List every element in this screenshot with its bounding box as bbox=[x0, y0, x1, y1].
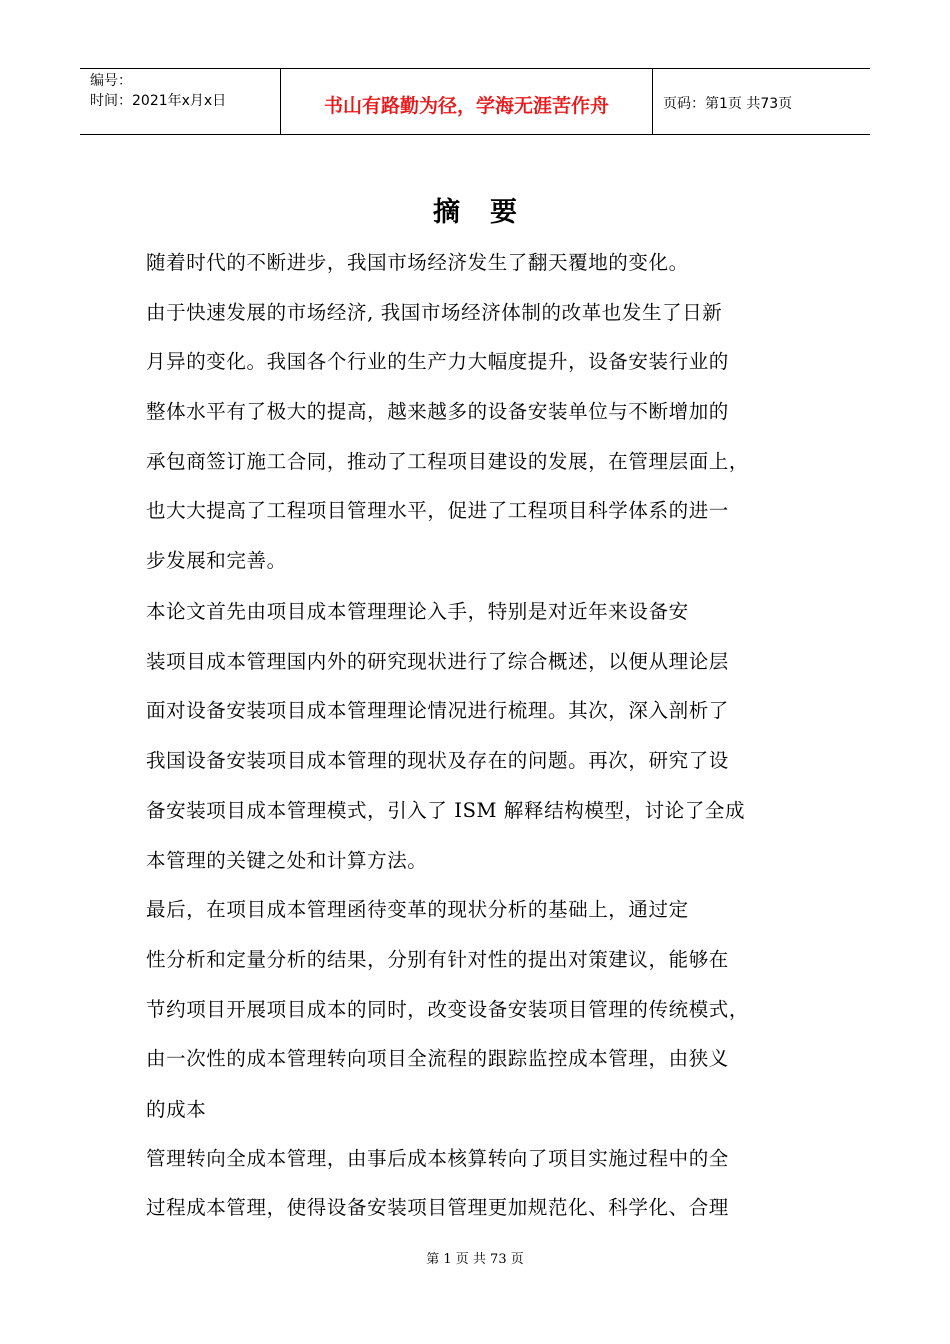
header-motto: 书山有路勤为径，学海无涯苦作舟 bbox=[281, 69, 653, 134]
body-line: 最后，在项目成本管理函待变革的现状分析的基础上，通过定 bbox=[146, 898, 689, 921]
body-line: 的成本 bbox=[146, 1098, 207, 1121]
body-line: 承包商签订施工合同，推动了工程项目建设的发展，在管理层面上， bbox=[146, 450, 750, 473]
page-title: 摘要 bbox=[433, 197, 547, 228]
body-line: 整体水平有了极大的提高，越来越多的设备安装单位与不断增加的 bbox=[146, 400, 729, 423]
body-line: 我国设备安装项目成本管理的现状及存在的问题。再次，研究了设 bbox=[146, 749, 729, 772]
body-line: 本论文首先由项目成本管理理论入手，特别是对近年来设备安 bbox=[146, 600, 689, 623]
body-line: 随着时代的不断进步，我国市场经济发生了翻天覆地的变化。 bbox=[146, 251, 689, 274]
body-line: 月异的变化。我国各个行业的生产力大幅度提升，设备安装行业的 bbox=[146, 350, 729, 373]
body-line: 管理转向全成本管理，由事后成本核算转向了项目实施过程中的全 bbox=[146, 1147, 729, 1170]
body-line: 性分析和定量分析的结果，分别有针对性的提出对策建议，能够在 bbox=[146, 948, 729, 971]
body-line: 备安装项目成本管理模式，引入了 ISM 解释结构模型，讨论了全成 bbox=[146, 799, 746, 822]
body-line: 由一次性的成本管理转向项目全流程的跟踪监控成本管理，由狭义 bbox=[146, 1047, 729, 1070]
number-label: 编号： bbox=[90, 73, 132, 89]
body-line: 步发展和完善。 bbox=[146, 549, 287, 572]
header-page-info: 页码：第1页 共73页 bbox=[663, 96, 793, 112]
body-line: 由于快速发展的市场经济, 我国市场经济体制的改革也发生了日新 bbox=[146, 301, 723, 324]
page-header bbox=[80, 68, 870, 135]
body-line: 节约项目开展项目成本的同时，改变设备安装项目管理的传统模式， bbox=[146, 998, 750, 1021]
body-line: 过程成本管理，使得设备安装项目管理更加规范化、科学化、合理 bbox=[146, 1196, 729, 1219]
time-label: 时间：2021年x月x日 bbox=[90, 93, 227, 109]
body-line: 面对设备安装项目成本管理理论情况进行梳理。其次，深入剖析了 bbox=[146, 699, 729, 722]
body-line: 本管理的关键之处和计算方法。 bbox=[146, 849, 428, 872]
page-footer: 第 1 页 共 73 页 bbox=[426, 1252, 524, 1267]
body-line: 也大大提高了工程项目管理水平，促进了工程项目科学体系的进一 bbox=[146, 499, 729, 522]
body-line: 装项目成本管理国内外的研究现状进行了综合概述，以便从理论层 bbox=[146, 650, 729, 673]
header-meta bbox=[80, 69, 281, 134]
